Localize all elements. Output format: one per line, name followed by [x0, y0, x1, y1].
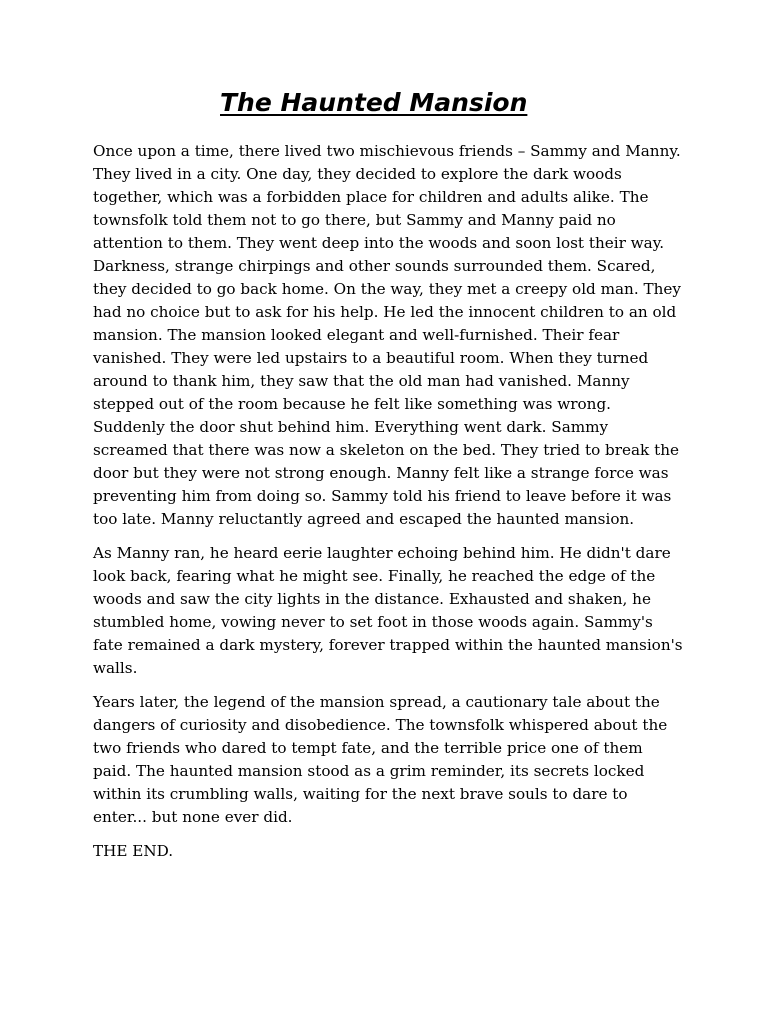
- closing-line: THE END.: [93, 842, 174, 860]
- paragraph-1: Once upon a time, there lived two mischievous friends – Sammy and Manny. They lived in a city. One day, they decided to explore the dark woods together, which was a forbidden place for children and adults alike. The townsfolk told them not to go there, but Sammy and Manny paid no attention to them. They went deep into the woods and soon lost their way. Darkness, strange chirpings and other sounds surrounded them. Scared, they decided to go back home. On the way, they met a creepy old man. They had no choice but to ask for his help. He led the innocent children to an old mansion. The mansion looked elegant and well-furnished. Their fear vanished. They were led upstairs to a beautiful room. When they turned around to thank him, they saw that the old man had vanished. Manny stepped out of the room because he felt like something was wrong. Suddenly the door shut behind him. Everything went dark. Sammy screamed that there was now a skeleton on the bed. They tried to break the door but they were not strong enough. Manny felt like a strange force was preventing him from doing so. Sammy told his friend to leave before it was too late. Manny reluctantly agreed and escaped the haunted mansion.: [93, 142, 681, 528]
- document-title: The Haunted Mansion: [220, 88, 528, 117]
- document-body: [93, 140, 683, 874]
- paragraph-3: Years later, the legend of the mansion spread, a cautionary tale about the dangers of curiosity and disobedience. The townsfolk whispered about the two friends who dared to tempt fate, and the terrible price one of them paid. The haunted mansion stood as a grim reminder, its secrets locked within its crumbling walls, waiting for the next brave souls to dare to enter... but none ever did.: [93, 693, 668, 826]
- paragraph-2: As Manny ran, he heard eerie laughter echoing behind him. He didn't dare look back, fearing what he might see. Finally, he reached the edge of the woods and saw the city lights in the distance. Exhausted and shaken, he stumbled home, vowing never to set foot in those woods again. Sammy's fate remained a dark mystery, forever trapped within the haunted mansion's walls.: [93, 544, 683, 677]
